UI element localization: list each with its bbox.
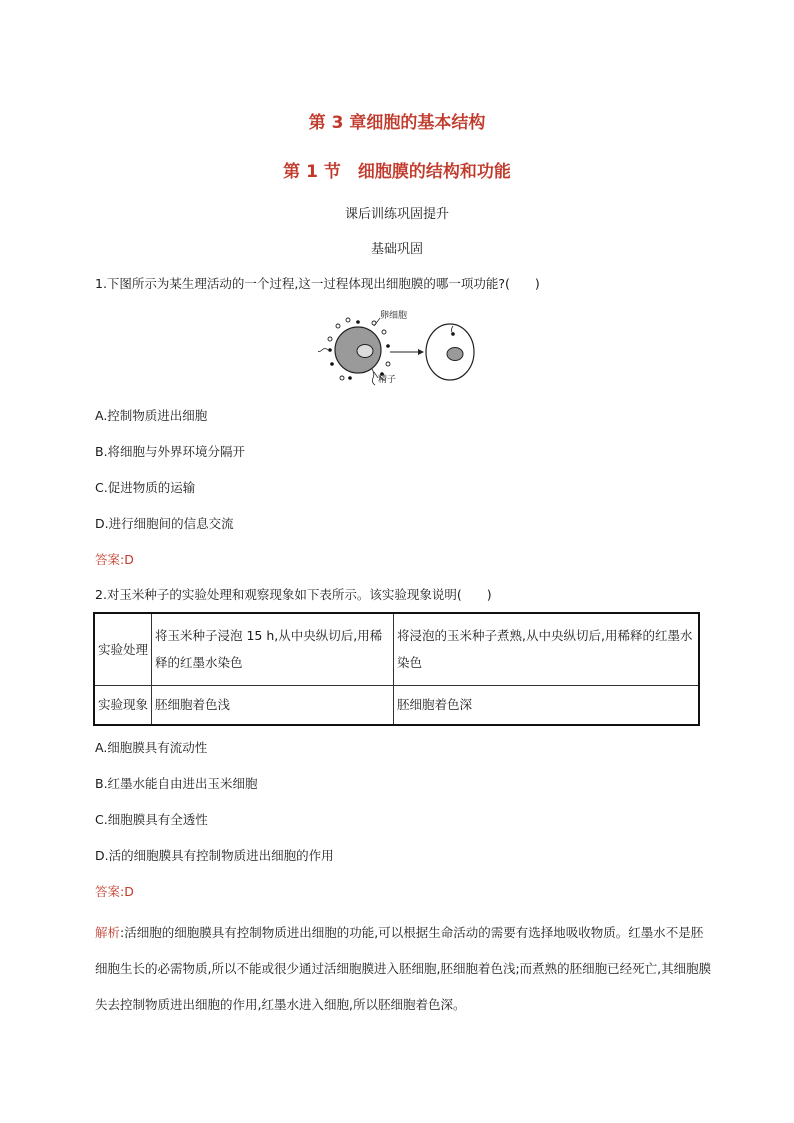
row1-cell-b: 将浸泡的玉米种子煮熟,从中央纵切后,用稀释的红墨水染色 bbox=[394, 613, 700, 685]
q2-explanation bbox=[95, 915, 715, 1023]
explanation-text: :活细胞的细胞膜具有控制物质进出细胞的功能,可以根据生命活动的需要有选择地吸收物质。红墨水不是胚细胞生长的必需物质,所以不能或很少通过活细胞膜进入胚细胞,胚细胞着色浅;而煮熟的胚细胞已经死亡,其细胞膜失去控制物质进出细胞的作用,红墨水进入细胞,所以胚细胞着色深。 bbox=[95, 925, 712, 1012]
fertilized-nucleus bbox=[447, 348, 463, 361]
q2-answer: 答案:D bbox=[95, 884, 134, 899]
fertilization-diagram bbox=[318, 306, 488, 386]
section-title: 第 1 节 细胞膜的结构和功能 bbox=[283, 162, 511, 182]
row2-cell-b: 胚细胞着色深 bbox=[394, 685, 700, 725]
q2-option-a: A.细胞膜具有流动性 bbox=[95, 740, 208, 755]
egg-label: 卵细胞 bbox=[380, 311, 408, 321]
row1-label-cell: 实验处理 bbox=[94, 613, 152, 685]
experiment-table bbox=[93, 612, 700, 726]
row2-cell-a: 胚细胞着色浅 bbox=[152, 685, 394, 725]
q1-option-d: D.进行细胞间的信息交流 bbox=[95, 516, 234, 531]
subtitle-basic: 基础巩固 bbox=[370, 242, 423, 257]
q2-option-d: D.活的细胞膜具有控制物质进出细胞的作用 bbox=[95, 848, 334, 863]
table-row bbox=[94, 685, 699, 725]
q1-option-c: C.促进物质的运输 bbox=[95, 480, 196, 495]
q2-option-c: C.细胞膜具有全透性 bbox=[95, 812, 208, 827]
arrow-head bbox=[418, 349, 424, 355]
table-row bbox=[94, 613, 699, 685]
q1-option-b: B.将细胞与外界环境分隔开 bbox=[95, 444, 246, 459]
subtitle-training: 课后训练巩固提升 bbox=[344, 207, 449, 222]
row1-cell-a: 将玉米种子浸泡 15 h,从中央纵切后,用稀释的红墨水染色 bbox=[152, 613, 394, 685]
explanation-label: 解析 bbox=[95, 925, 121, 940]
question-1-text: 1.下图所示为某生理活动的一个过程,这一过程体现出细胞膜的哪一项功能?( ) bbox=[95, 276, 540, 291]
egg-nucleus bbox=[357, 345, 373, 358]
q2-option-b: B.红墨水能自由进出玉米细胞 bbox=[95, 776, 258, 791]
question-2-text: 2.对玉米种子的实验处理和观察现象如下表所示。该实验现象说明( ) bbox=[95, 587, 492, 602]
q1-option-a: A.控制物质进出细胞 bbox=[95, 408, 208, 423]
chapter-title: 第 3 章细胞的基本结构 bbox=[308, 113, 486, 133]
fertilization-figure bbox=[318, 306, 488, 386]
q1-answer: 答案:D bbox=[95, 552, 134, 567]
row2-label-cell: 实验现象 bbox=[94, 685, 152, 725]
sperm-label: 精子 bbox=[378, 375, 397, 385]
